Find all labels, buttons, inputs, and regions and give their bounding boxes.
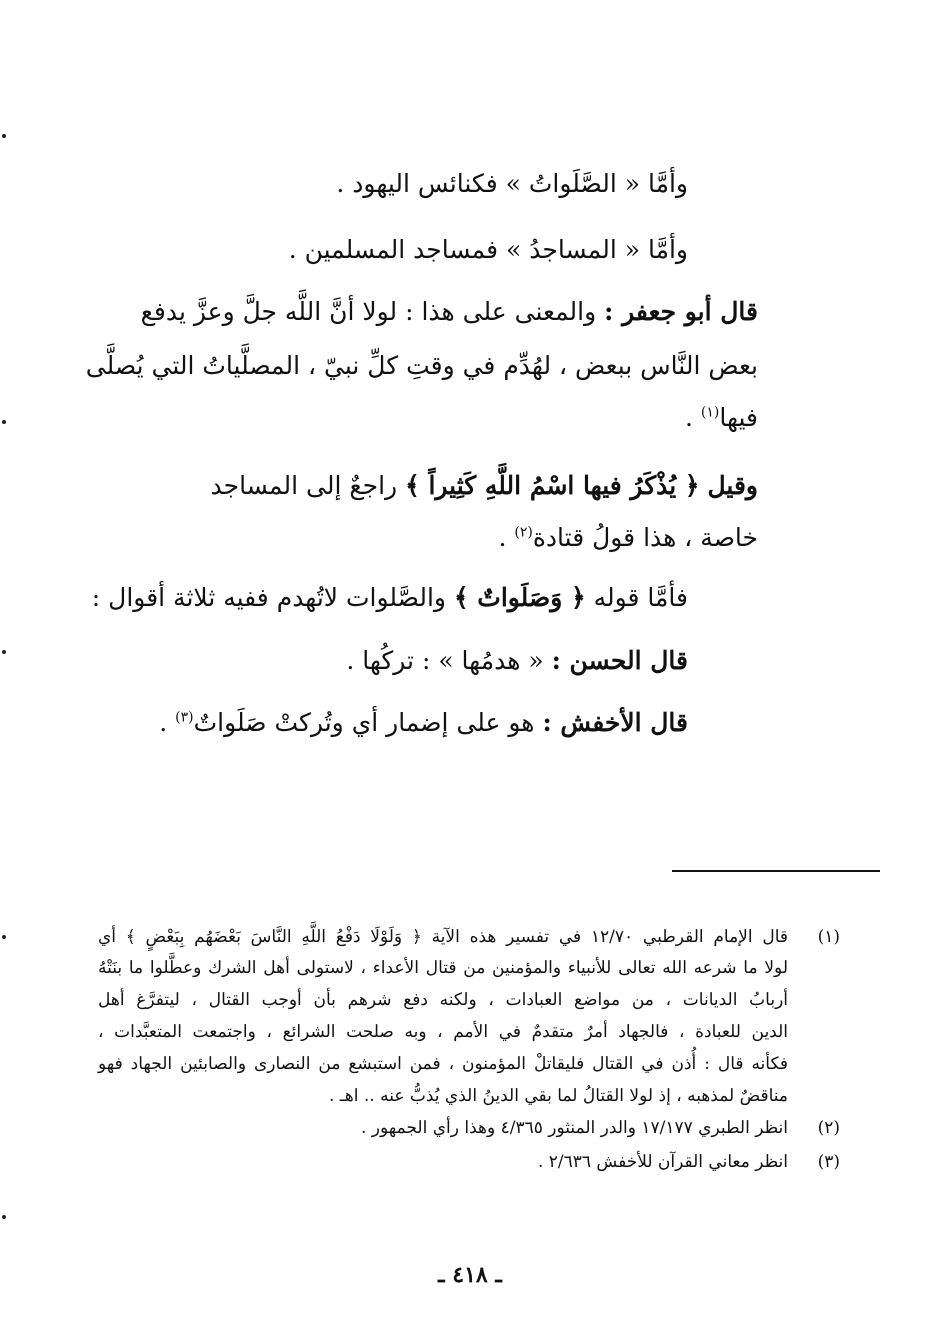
speaker-label: قال أبو جعفر : xyxy=(604,297,758,326)
footnote-separator xyxy=(672,870,880,872)
footnote-ref[interactable]: (٣) xyxy=(175,709,194,726)
text-span: خاصة ، هذا قولُ قتادة xyxy=(532,523,758,552)
margin-mark xyxy=(2,420,6,424)
paragraph-line xyxy=(90,292,758,332)
text-line: وأمَّا « المساجدُ » فمساجد المسلمين . xyxy=(288,235,688,264)
paragraph-line xyxy=(346,641,688,681)
paragraph-line xyxy=(498,518,758,558)
footnote-line: الدين للعبادة ، فالجهاد أمرٌ متقدمٌ في الأمم ، وبه صلحت الشرائع ، واجتمعت المتعبَّدات ، xyxy=(98,1022,788,1042)
speaker-label: قال الأخفش : xyxy=(542,708,688,737)
text-span: راجعٌ إلى المساجد xyxy=(210,471,398,500)
margin-mark xyxy=(2,935,6,939)
text-span: . xyxy=(159,708,176,737)
footnote-line: انظر الطبري ١٧/١٧٧ والدر المنثور ٤/٣٦٥ وهذا رأي الجمهور . xyxy=(361,1118,788,1138)
text-span: . xyxy=(498,523,515,552)
margin-mark xyxy=(2,1215,6,1219)
text-span: والصَّلوات لاتُهدم ففيه ثلاثة أقوال : xyxy=(91,583,446,612)
text-span: فيها xyxy=(719,403,758,432)
margin-mark xyxy=(2,650,6,654)
paragraph-line xyxy=(92,578,688,618)
footnote-ref[interactable]: (٢) xyxy=(514,524,533,541)
text-span: هو على إضمار أي وتُركتْ صَلَواتٌ xyxy=(193,708,535,737)
footnote-line: لولا ما شرعه الله تعالى للأنبياء والمؤمنين من قتال الأعداء ، لاستولى أهل الشرك وعطَّلوا ما بنَتْهُ xyxy=(98,958,788,978)
footnote-line: مناقضٌ لمذهبه ، إذ لولا القتالُ لما بقي الدينُ الذي يُذبُّ عنه .. اهـ . xyxy=(328,1086,788,1106)
footnote-number: (٣) xyxy=(817,1152,840,1172)
speaker-label: وقيل xyxy=(707,471,758,500)
text-line: وأمَّا « الصَّلَواتُ » فكنائس اليهود . xyxy=(336,169,688,198)
footnote-number: (١) xyxy=(817,927,840,947)
footnote-number: (٢) xyxy=(817,1118,840,1138)
page-number: ـ ٤١٨ ـ xyxy=(438,1262,502,1288)
paragraph-line: بعض النَّاس ببعض ، لهُدِّم في وقتِ كلِّ نبيّ ، المصلَّياتُ التي يُصلَّى xyxy=(85,351,758,380)
speaker-label: قال الحسن : xyxy=(551,646,688,675)
footnote-line: قال الإمام القرطبي ١٢/٧٠ في تفسير هذه الآية ﴿ وَلَوْلَا دَفْعُ اللَّهِ النَّاسَ بَعْضَهُم بِبَعْضٍ ﴾ أي xyxy=(98,927,788,947)
footnote-line: أربابُ الديانات ، من مواضع العبادات ، ولكنه دفع شرهم بأن أوجب القتال ، ليتفرَّغ أهل xyxy=(98,990,788,1010)
text-span: . xyxy=(684,403,701,432)
paragraph-line xyxy=(685,398,758,438)
footnote-line: انظر معاني القرآن للأخفش ٢/٦٣٦ . xyxy=(537,1152,788,1172)
margin-mark xyxy=(2,134,6,138)
quran-quote: ﴿ وَصَلَواتٌ ﴾ xyxy=(453,583,586,612)
text-span: فأمَّا قوله xyxy=(593,583,688,612)
text-span: « هدمُها » : تركُها . xyxy=(346,646,544,675)
paragraph-line xyxy=(159,703,688,743)
footnote-line: فكأنه قال : أُذن في القتال فليقاتلْ المؤمنون ، فمن استبشع من النصارى والصابئين الجهاد فهو xyxy=(98,1054,788,1074)
text-span: والمعنى على هذا : لولا أنَّ اللَّه جلَّ وعزَّ يدفع xyxy=(140,297,597,326)
quran-quote: ﴿ يُذْكَرُ فيها اسْمُ اللَّهِ كَثِيراً ﴾ xyxy=(405,471,700,500)
footnote-ref[interactable]: (١) xyxy=(700,404,720,421)
paragraph-line xyxy=(95,466,758,506)
